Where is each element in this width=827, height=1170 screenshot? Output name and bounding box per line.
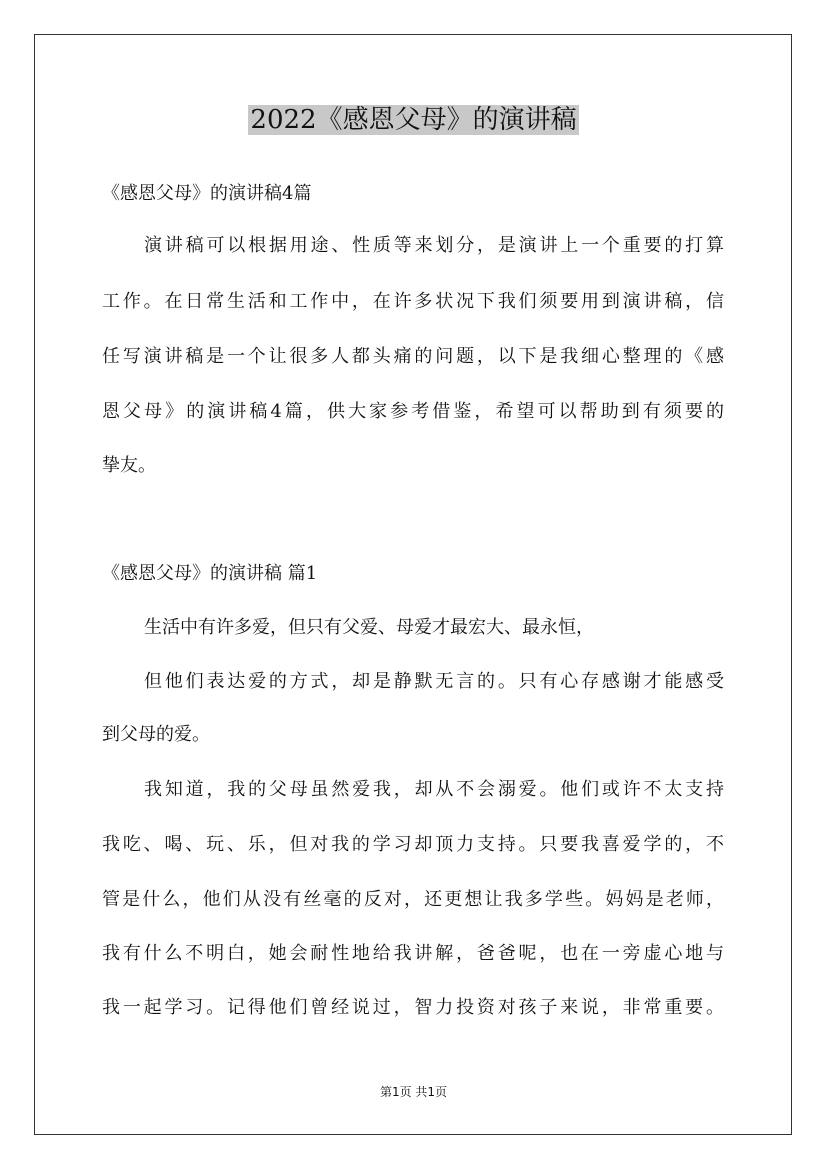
intro-line: 工作。在日常生活和工作中，在许多状况下我们须要用到演讲稿，信 bbox=[102, 291, 724, 312]
body-line: 我一起学习。记得他们曾经说过，智力投资对孩子来说，非常重要。 bbox=[102, 997, 724, 1018]
intro-line: 演讲稿可以根据用途、性质等来划分，是演讲上一个重要的打算 bbox=[144, 235, 724, 256]
intro-line: 挚友。 bbox=[102, 455, 156, 476]
intro-line: 恩父母》的演讲稿4篇，供大家参考借鉴，希望可以帮助到有须要的 bbox=[102, 401, 724, 422]
body-line: 我有什么不明白，她会耐性地给我讲解，爸爸呢，也在一旁虚心地与 bbox=[102, 943, 724, 964]
section-heading: 《感恩父母》的演讲稿 篇1 bbox=[102, 563, 318, 584]
document-title-text: 2022《感恩父母》的演讲稿 bbox=[250, 105, 577, 135]
body-line: 生活中有许多爱，但只有父爱、母爱才最宏大、最永恒， bbox=[144, 617, 594, 638]
body-line: 我吃、喝、玩、乐，但对我的学习却顶力支持。只要我喜爱学的，不 bbox=[102, 834, 724, 855]
body-line: 我知道，我的父母虽然爱我，却从不会溺爱。他们或许不太支持 bbox=[144, 779, 724, 800]
body-line: 管是什么，他们从没有丝毫的反对，还更想让我多学些。妈妈是老师， bbox=[102, 889, 724, 910]
body-line: 但他们表达爱的方式，却是静默无言的。只有心存感谢才能感受 bbox=[144, 671, 724, 692]
intro-line: 任写演讲稿是一个让很多人都头痛的问题，以下是我细心整理的《感 bbox=[102, 346, 724, 367]
body-line: 到父母的爱。 bbox=[102, 724, 210, 745]
document-title bbox=[0, 100, 827, 140]
subtitle: 《感恩父母》的演讲稿4篇 bbox=[102, 183, 312, 204]
page-footer: 第1页 共1页 bbox=[379, 1085, 448, 1099]
